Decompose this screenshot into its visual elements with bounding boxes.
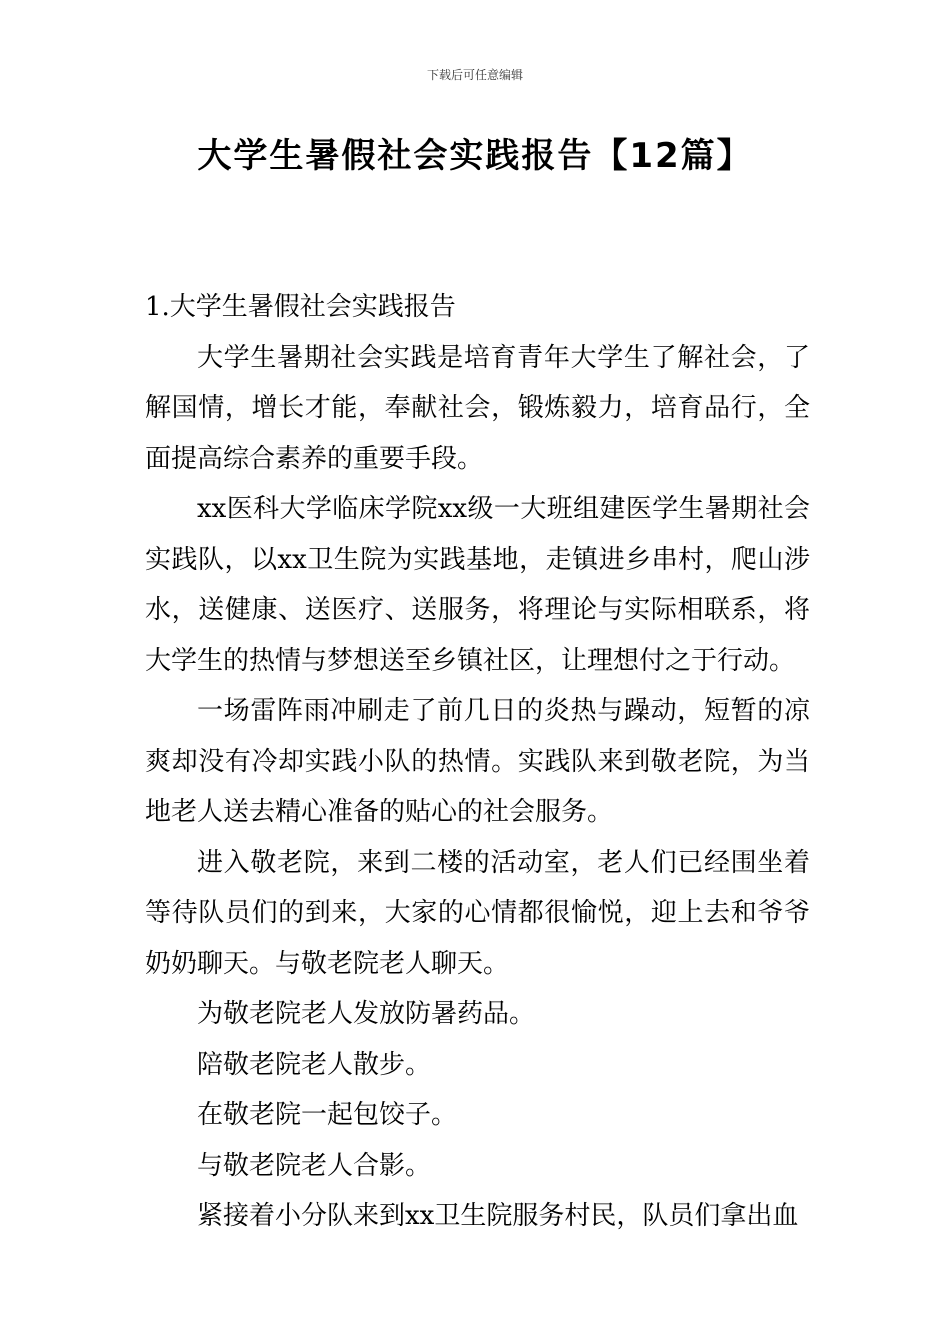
paragraph: xx医科大学临床学院xx级一大班组建医学生暑期社会实践队，以xx卫生院为实践基地，走镇进乡串村，爬山涉水，送健康、送医疗、送服务，将理论与实际相联系，将大学生的热情与梦想送至乡镇社区，让理想付之于行动。 [145,494,810,676]
paragraph: 为敬老院老人发放防暑药品。 [197,999,536,1029]
paragraph: 在敬老院一起包饺子。 [197,1100,458,1130]
header-note: 下载后可任意编辑 [426,68,523,82]
paragraph: 紧接着小分队来到xx卫生院服务村民，队员们拿出血 [197,1201,799,1231]
document-title: 大学生暑假社会实践报告【12篇】 [197,136,753,176]
section-heading: 1.大学生暑假社会实践报告 [145,292,456,322]
paragraph: 大学生暑期社会实践是培育青年大学生了解社会，了解国情，增长才能，奉献社会，锻炼毅力，培育品行，全面提高综合素养的重要手段。 [145,342,810,474]
paragraph: 与敬老院老人合影。 [197,1150,432,1181]
paragraph: 陪敬老院老人散步。 [197,1049,432,1080]
paragraph: 进入敬老院，来到二楼的活动室，老人们已经围坐着等待队员们的到来，大家的心情都很愉悦，迎上去和爷爷奶奶聊天。与敬老院老人聊天。 [145,847,810,979]
paragraph: 一场雷阵雨冲刷走了前几日的炎热与躁动，短暂的凉爽却没有冷却实践小队的热情。实践队来到敬老院，为当地老人送去精心准备的贴心的社会服务。 [145,696,810,827]
document-body [145,282,810,1242]
